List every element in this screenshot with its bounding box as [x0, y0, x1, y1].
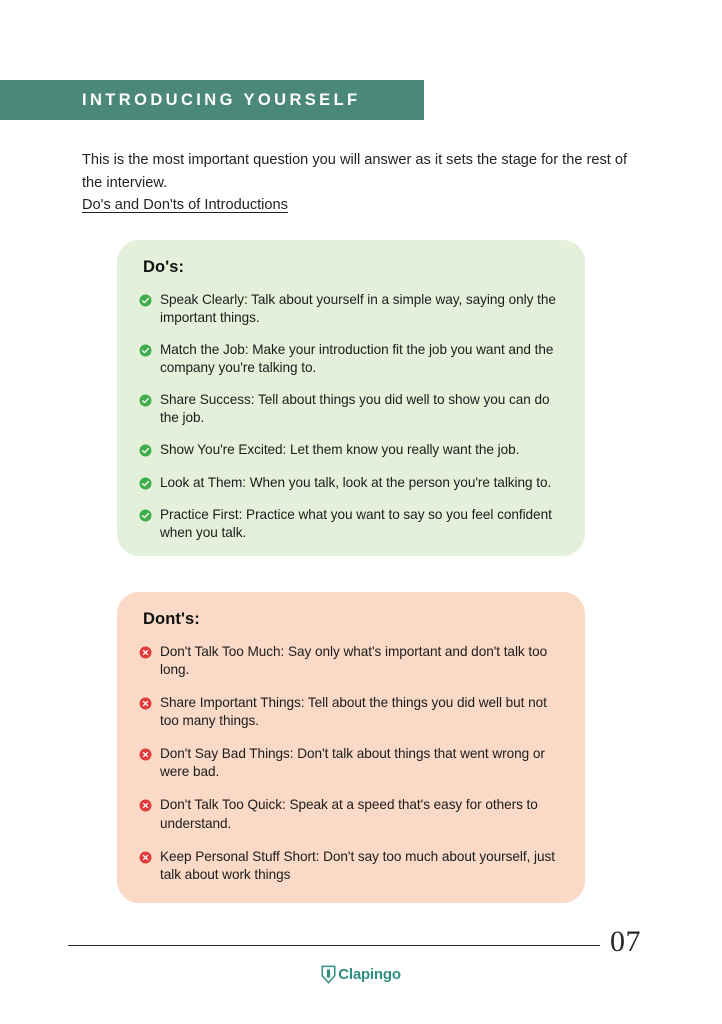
list-item — [139, 848, 561, 884]
x-circle-icon — [139, 851, 152, 864]
list-item-text: Practice First: Practice what you want to say so you feel confident when you talk. — [160, 506, 552, 540]
check-circle-icon — [139, 509, 152, 522]
list-item — [139, 341, 561, 377]
donts-card — [117, 592, 585, 903]
dos-card — [117, 240, 585, 556]
footer-logo — [0, 965, 722, 984]
check-circle-icon — [139, 344, 152, 357]
list-item — [139, 643, 561, 679]
list-item-text: Share Important Things: Tell about the things you did well but not too many things. — [160, 695, 547, 729]
dos-card-title: Do's: — [143, 258, 185, 276]
check-circle-icon — [139, 394, 152, 407]
list-item — [139, 506, 561, 542]
section-header-banner — [0, 80, 424, 120]
x-circle-icon — [139, 748, 152, 761]
x-circle-icon — [139, 799, 152, 812]
donts-list — [139, 643, 561, 884]
sub-heading: Do's and Don'ts of Introductions — [82, 197, 288, 213]
list-item — [139, 796, 561, 832]
dos-list — [139, 291, 561, 542]
list-item — [139, 694, 561, 730]
list-item-text: Don't Say Bad Things: Don't talk about things that went wrong or were bad. — [160, 746, 545, 780]
x-circle-icon — [139, 646, 152, 659]
list-item — [139, 474, 561, 492]
check-circle-icon — [139, 477, 152, 490]
list-item-text: Show You're Excited: Let them know you really want the job. — [160, 442, 520, 458]
list-item-text: Don't Talk Too Much: Say only what's important and don't talk too long. — [160, 644, 548, 678]
check-circle-icon — [139, 294, 152, 307]
page-title: INTRODUCING YOURSELF — [82, 90, 361, 109]
x-circle-icon — [139, 697, 152, 710]
check-circle-icon — [139, 444, 152, 457]
list-item-text: Look at Them: When you talk, look at the person you're talking to. — [160, 474, 552, 490]
list-item-text: Keep Personal Stuff Short: Don't say too much about yourself, just talk about work things — [160, 848, 555, 882]
list-item — [139, 745, 561, 781]
list-item-text: Don't Talk Too Quick: Speak at a speed that's easy for others to understand. — [160, 797, 538, 831]
list-item-text: Speak Clearly: Talk about yourself in a simple way, saying only the important things. — [160, 292, 556, 326]
page-number: 07 — [610, 925, 641, 958]
shield-icon — [321, 965, 336, 984]
footer-logo-text: Clapingo — [338, 966, 401, 983]
list-item — [139, 391, 561, 427]
footer-divider — [68, 945, 600, 946]
intro-paragraph: This is the most important question you will answer as it sets the stage for the rest of the interview. — [82, 151, 628, 192]
donts-card-title: Dont's: — [143, 610, 200, 628]
list-item — [139, 441, 561, 459]
list-item-text: Share Success: Tell about things you did well to show you can do the job. — [160, 392, 550, 426]
list-item-text: Match the Job: Make your introduction fit the job you want and the company you're talking to. — [160, 342, 554, 376]
list-item — [139, 291, 561, 327]
